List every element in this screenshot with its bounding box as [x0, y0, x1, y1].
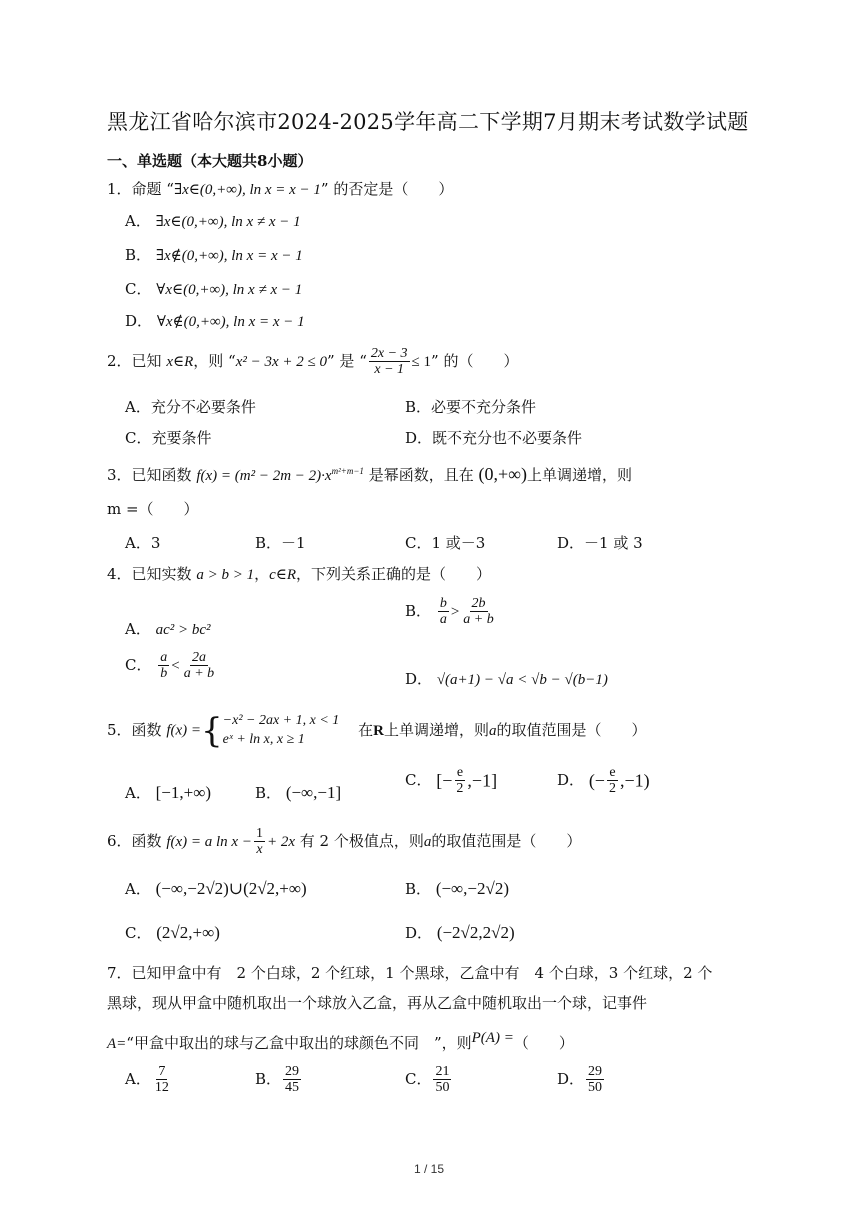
question-6-text-c: 的取值范围是（ ） — [431, 831, 582, 850]
option-text: 必要不充分条件 — [431, 398, 537, 416]
fraction — [254, 826, 265, 858]
question-7-option-c — [405, 1064, 453, 1096]
question-2-text-b: ，则 “ — [193, 351, 236, 370]
fraction-numerator: 29 — [285, 1064, 300, 1079]
option-text: －1 — [281, 534, 306, 552]
question-6-param: a — [423, 833, 432, 850]
fraction — [283, 1064, 301, 1096]
question-1-option-d — [125, 310, 305, 331]
section-heading: 一、单选题（本大题共8小题） — [107, 152, 313, 170]
probability-expr: P(A) = — [471, 1030, 514, 1046]
question-2-fraction-rhs: ≤ 1 — [411, 353, 432, 370]
fraction-denominator: 45 — [285, 1080, 300, 1096]
option-letter: D． — [557, 534, 585, 552]
question-2-text-d: ” 的（ ） — [431, 351, 519, 370]
option-letter: C． — [405, 770, 432, 789]
fraction-numerator: e — [456, 765, 464, 780]
fraction — [438, 596, 449, 628]
fraction-denominator: a — [439, 612, 447, 628]
question-4-cond2: c∈R — [269, 567, 297, 583]
left-brace-icon: { — [201, 710, 223, 751]
option-expr: [−1,+∞) — [155, 783, 211, 802]
fraction-numerator: 2b — [471, 596, 486, 611]
fraction — [461, 596, 495, 628]
option-expr: ∃x∈(0,+∞), ln x ≠ x − 1 — [155, 214, 301, 230]
question-2-text-c: ” 是 “ — [327, 351, 367, 370]
question-4-text-a: 4．已知实数 — [107, 565, 192, 583]
question-2-option-a — [125, 396, 256, 417]
option-expr: ac² > bc² — [155, 622, 211, 638]
question-4-cond1: a > b > 1 — [196, 567, 255, 583]
question-7-option-b — [255, 1064, 303, 1096]
real-numbers-symbol: R — [373, 722, 384, 739]
question-1-stem — [107, 178, 453, 199]
option-expr: (2√2,+∞) — [156, 923, 220, 942]
question-2-text-a: 2．已知 — [107, 351, 162, 370]
question-1-text-b: ” 的否定是（ ） — [320, 180, 454, 198]
question-5-text-c: 上单调递增，则 — [383, 720, 489, 739]
question-7-line-1: 7．已知甲盒中有 2 个白球，2 个红球，1 个黑球，乙盒中有 4 个白球，3 个红球，2 个 — [107, 964, 713, 982]
option-letter: A． — [125, 1069, 151, 1088]
event-symbol: A= — [107, 1036, 127, 1052]
option-letter: B． — [405, 601, 432, 620]
question-3-text-a: 3．已知函数 — [107, 466, 192, 484]
question-3-stem — [107, 464, 632, 485]
question-2-cond2: x² − 3x + 2 ≤ 0 — [235, 353, 327, 370]
question-4-option-d — [405, 668, 608, 689]
question-6-text-b: 有 2 个极值点，则 — [299, 831, 424, 850]
fraction-numerator: 2x − 3 — [370, 346, 408, 361]
option-letter: B． — [405, 398, 432, 416]
question-7-event-text: “甲盒中取出的球与乙盒中取出的球颜色不同 ”，则 — [126, 1034, 472, 1052]
question-6-stem — [107, 826, 581, 858]
question-6-option-b — [405, 878, 509, 899]
question-6-function-b: + 2x — [266, 833, 295, 850]
question-1-option-c — [125, 278, 302, 299]
option-letter: C． — [405, 1069, 432, 1088]
question-5-option-d — [557, 765, 650, 797]
option-letter: A． — [125, 534, 151, 552]
option-letter: D． — [125, 312, 153, 330]
option-text: 3 — [150, 534, 161, 552]
option-letter: D． — [405, 670, 433, 688]
question-3-stem-line2: m =（ ） — [107, 500, 199, 518]
option-text: 1 或－3 — [431, 534, 486, 552]
fraction-denominator: 50 — [588, 1080, 603, 1096]
fraction-denominator: x − 1 — [374, 362, 405, 378]
fraction-denominator: b — [160, 666, 168, 682]
fraction — [153, 1064, 171, 1096]
comparison-operator: > — [450, 603, 460, 620]
option-expr: (−∞,−2√2)∪(2√2,+∞) — [155, 879, 307, 898]
question-6-text-a: 6．函数 — [107, 831, 162, 850]
question-3-text-c: 上单调递增，则 — [526, 466, 632, 484]
question-1-option-a — [125, 210, 301, 231]
fraction-denominator: x — [256, 842, 263, 858]
fraction-numerator: 7 — [158, 1064, 166, 1079]
fraction-numerator: 2a — [191, 650, 206, 665]
question-1-expr: ∃x∈(0,+∞), ln x = x − 1 — [173, 182, 321, 198]
fraction-numerator: a — [160, 650, 168, 665]
question-7-option-d — [557, 1064, 606, 1096]
fraction — [586, 1064, 604, 1096]
question-7-blank: （ ） — [513, 1034, 574, 1052]
comparison-operator: < — [171, 657, 180, 674]
fraction-numerator: 1 — [255, 826, 263, 841]
question-5-cases — [223, 712, 340, 750]
option-letter: A． — [125, 880, 151, 898]
option-expr: (−∞,−1] — [285, 783, 342, 802]
question-4-text-b: ， — [254, 565, 270, 583]
option-letter: B． — [255, 1069, 282, 1088]
question-3-interval: (0,+∞) — [478, 464, 527, 484]
question-4-stem — [107, 563, 491, 584]
question-2-option-c — [125, 427, 212, 448]
option-letter: A． — [125, 784, 151, 802]
question-6-option-c — [125, 922, 220, 943]
option-letter: B． — [255, 534, 282, 552]
fraction-denominator: 50 — [435, 1080, 450, 1096]
fraction-denominator: a + b — [463, 612, 494, 628]
fraction — [454, 765, 465, 797]
option-expr-pre: (− — [588, 770, 605, 791]
option-expr: √(a+1) − √a < √b − √(b−1) — [436, 672, 608, 688]
option-text: 既不充分也不必要条件 — [432, 429, 583, 447]
option-letter: C． — [405, 534, 432, 552]
question-7-line-3 — [107, 1032, 574, 1053]
option-expr-post: ,−1) — [619, 770, 650, 791]
question-5-option-c — [405, 765, 497, 797]
option-letter: C． — [125, 655, 152, 674]
option-letter: A． — [125, 398, 151, 416]
fraction — [182, 650, 216, 682]
option-expr: ∃x∉(0,+∞), ln x = x − 1 — [155, 248, 303, 264]
option-letter: B． — [255, 784, 282, 802]
fraction — [433, 1064, 451, 1096]
question-1-option-b — [125, 244, 303, 265]
question-1-text-a: 1．命题 “ — [107, 180, 174, 198]
fraction-numerator: b — [439, 596, 447, 611]
question-2-fraction — [369, 346, 410, 378]
option-letter: C． — [125, 429, 152, 447]
question-5-text-d: 的取值范围是（ ） — [496, 720, 647, 739]
fraction-denominator: 12 — [154, 1080, 169, 1096]
fraction-denominator: 2 — [456, 781, 464, 797]
question-3-option-c — [405, 532, 485, 553]
option-letter: C． — [125, 280, 152, 298]
fraction-denominator: 2 — [608, 781, 616, 797]
question-6-option-d — [405, 922, 515, 943]
fraction-numerator: e — [609, 765, 616, 780]
case-2: eˣ + ln x, x ≥ 1 — [222, 731, 305, 747]
case-1: −x² − 2ax + 1, x < 1 — [222, 713, 340, 728]
option-text: 充分不必要条件 — [150, 398, 256, 416]
question-2-option-b — [405, 396, 536, 417]
question-5-option-b — [255, 782, 341, 803]
fraction — [158, 650, 169, 682]
page-title: 黑龙江省哈尔滨市2024-2025学年高二下学期7月期末考试数学试题 — [107, 110, 749, 134]
option-letter: A． — [125, 212, 151, 230]
fraction-numerator: 21 — [435, 1064, 450, 1079]
question-5-text-a: 5．函数 — [107, 720, 162, 739]
option-expr: ∀x∈(0,+∞), ln x ≠ x − 1 — [156, 282, 303, 298]
option-expr: (−∞,−2√2) — [435, 879, 510, 898]
question-4-option-b — [405, 596, 498, 628]
question-6-function-a: f(x) = a ln x − — [166, 833, 252, 850]
option-expr: ∀x∉(0,+∞), ln x = x − 1 — [156, 314, 305, 330]
question-5-function: f(x) = — [166, 722, 202, 739]
question-7-option-a — [125, 1064, 173, 1096]
fraction-numerator: 29 — [588, 1064, 603, 1079]
question-3-option-a — [125, 532, 160, 553]
question-4-option-a — [125, 618, 211, 639]
question-4-text-c: ，下列关系正确的是（ ） — [296, 565, 492, 583]
option-text: 充要条件 — [151, 429, 212, 447]
option-letter: D． — [557, 770, 585, 789]
option-text: －1 或 3 — [584, 534, 643, 552]
question-5-stem — [107, 712, 646, 750]
question-3-exponent: m²+m−1 — [331, 466, 364, 476]
question-6-option-a — [125, 878, 307, 899]
question-7-line-2: 黑球，现从甲盒中随机取出一个球放入乙盒，再从乙盒中随机取出一个球，记事件 — [107, 994, 648, 1012]
question-3-text-b: 是幂函数，且在 — [368, 466, 474, 484]
question-2-option-d — [405, 427, 582, 448]
option-expr-post: ,−1] — [467, 770, 498, 791]
question-5-text-b: 在 — [358, 720, 374, 739]
option-letter: D． — [557, 1069, 585, 1088]
question-5-option-a — [125, 782, 211, 803]
question-3-option-b — [255, 532, 306, 553]
option-letter: A． — [125, 620, 151, 638]
fraction-denominator: a + b — [183, 666, 215, 682]
question-4-option-c — [125, 650, 218, 682]
question-5-param: a — [488, 722, 497, 739]
option-letter: D． — [405, 924, 433, 942]
option-letter: D． — [405, 429, 433, 447]
page-number: 1 / 15 — [414, 1162, 445, 1176]
fraction — [607, 765, 618, 797]
question-2-stem — [107, 346, 518, 378]
option-letter: C． — [125, 924, 152, 942]
question-3-function: f(x) = (m² − 2m − 2)·x — [196, 468, 332, 484]
option-expr: (−2√2,2√2) — [436, 923, 515, 942]
question-2-cond1: x∈R — [166, 353, 194, 370]
question-3-option-d — [557, 532, 643, 553]
option-letter: B． — [125, 246, 152, 264]
option-letter: B． — [405, 880, 432, 898]
option-expr-pre: [− — [436, 770, 453, 791]
